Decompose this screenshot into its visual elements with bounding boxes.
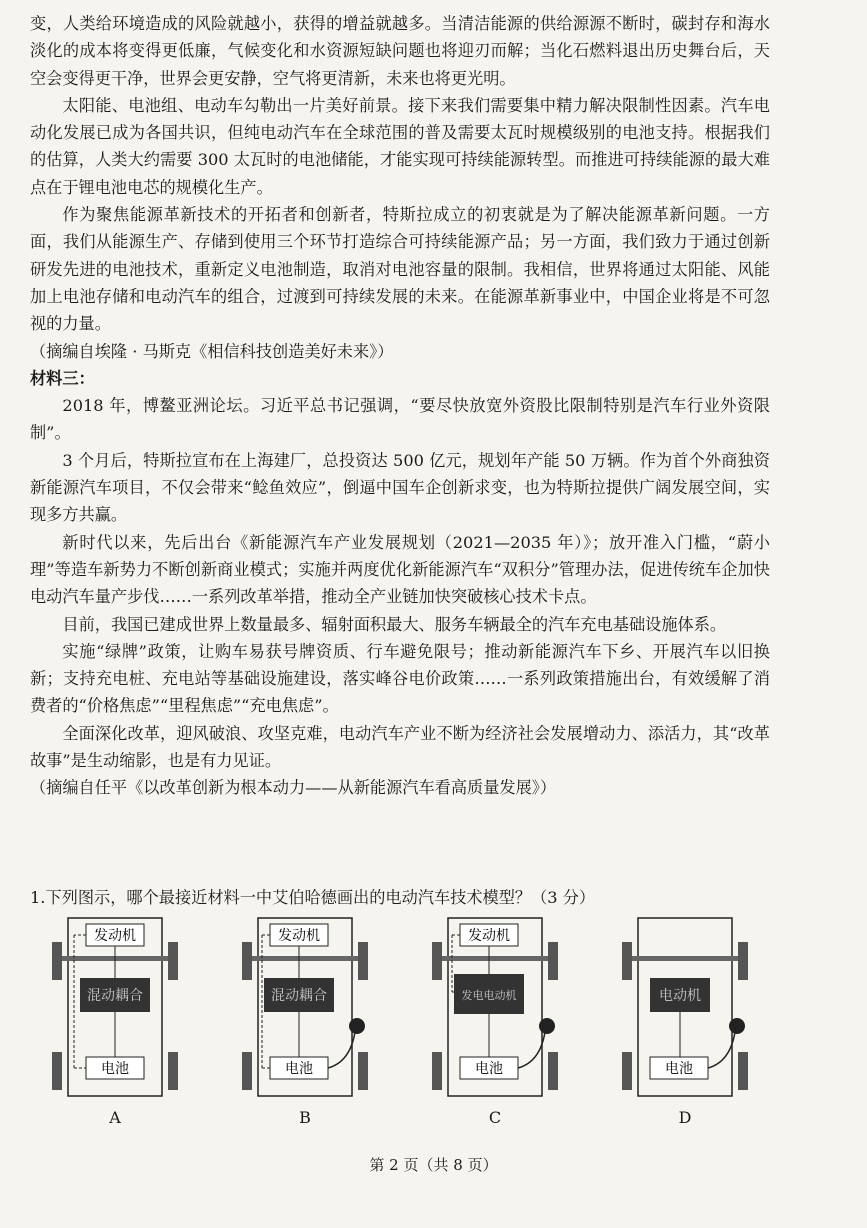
material-3-heading: 材料三： [30,368,95,388]
engine-label: 发动机 [278,928,320,944]
battery-label: 电池 [101,1061,129,1077]
figure-a[interactable] [50,912,180,1127]
material-2-text [30,10,770,802]
option-label: C [488,1108,502,1127]
plug-icon [349,1018,365,1034]
figure-c[interactable] [430,912,560,1127]
page-footer: 第 2 页（共 8 页） [369,1156,498,1174]
figure-b[interactable] [240,912,370,1127]
paragraph: 目前，我国已建成世界上数量最多、辐射面积最大、服务车辆最全的汽车充电基础设施体系。 [62,614,727,634]
option-label: B [299,1108,311,1127]
paragraph: 变，人类给环境造成的风险就越小，获得的增益就越多。当清洁能源的供给源源不断时，碳封存和海水淡化的成本将变得更低廉，气候变化和水资源短缺问题也将迎刃而解；当化石燃料退出历史舞台后，天空会变得更干净，世界会更安静，空气将更清新，未来也将更光明。 [30,14,770,88]
engine-label: 发动机 [94,928,136,944]
center-label: 电动机 [659,988,701,1004]
car-diagram-b [240,912,370,1102]
source-citation: （摘编自埃隆 · 马斯克《相信科技创造美好未来》） [30,341,394,361]
battery-label: 电池 [285,1061,313,1077]
paragraph: 2018 年，博鳌亚洲论坛。习近平总书记强调，“要尽快放宽外资股比限制特别是汽车行业外资限制”。 [30,396,770,443]
paragraph: 3 个月后，特斯拉宣布在上海建厂，总投资达 500 亿元，规划年产能 50 万辆。作为首个外商独资新能源汽车项目，不仅会带来“鲶鱼效应”，倒逼中国车企创新求变，也为特斯拉提供广阔发展空间，实现多方共赢。 [30,450,770,525]
paragraph: 作为聚焦能源革新技术的开拓者和创新者，特斯拉成立的初衷就是为了解决能源革新问题。一方面，我们从能源生产、存储到使用三个环节打造综合可持续能源产品；另一方面，我们致力于通过创新研发先进的电池技术，重新定义电池制造，取消对电池容量的限制。我相信，世界将通过太阳能、风能加上电池存储和电动汽车的组合，过渡到可持续发展的未来。在能源革新事业中，中国企业将是不可忽视的力量。 [30,205,770,334]
car-diagram-a [50,912,180,1102]
plug-icon [539,1018,555,1034]
option-label: D [678,1108,692,1127]
battery-label: 电池 [665,1061,693,1077]
option-label: A [109,1108,121,1127]
engine-label: 发动机 [468,928,510,944]
paragraph: 太阳能、电池组、电动车勾勒出一片美好前景。接下来我们需要集中精力解决限制性因素。汽车电动化发展已成为各国共识，但纯电动汽车在全球范围的普及需要太瓦时规模级别的电池支持。根据我们的估算，人类大约需要 300 太瓦时的电池储能，才能实现可持续能源转型。而推进可持续能源的最大难点在于锂电池电芯的规模化生产。 [30,95,770,197]
center-label: 混动耦合 [87,988,143,1004]
figure-d[interactable] [620,912,750,1127]
question-1: 1.下列图示，哪个最接近材料一中艾伯哈德画出的电动汽车技术模型？（3 分） [30,888,596,907]
source-citation: （摘编自任平《以改革创新为根本动力——从新能源汽车看高质量发展》） [30,778,557,798]
plug-icon [729,1018,745,1034]
car-diagram-d [620,912,750,1102]
paragraph: 全面深化改革，迎风破浪、攻坚克难，电动汽车产业不断为经济社会发展增动力、添活力，其“改革故事”是生动缩影，也是有力见证。 [30,723,770,771]
car-diagram-c [430,912,560,1102]
figure-options [40,912,780,1127]
center-label: 混动耦合 [271,988,327,1004]
paragraph: 新时代以来，先后出台《新能源汽车产业发展规划（2021—2035 年）》；放开准入门槛，“蔚小理”等造车新势力不断创新商业模式；实施并两度优化新能源汽车“双积分”管理办法，促进传统车企加快电动汽车量产步伐……一系列改革举措，推动全产业链加快突破核心技术卡点。 [30,532,770,607]
paragraph: 实施“绿牌”政策，让购车易获号牌资质、行车避免限号；推动新能源汽车下乡、开展汽车以旧换新；支持充电桩、充电站等基础设施建设，落实峰谷电价政策……一系列政策措施出台，有效缓解了消费者的“价格焦虑”“里程焦虑”“充电焦虑”。 [30,641,770,716]
center-label: 发电电动机 [461,989,517,1002]
battery-label: 电池 [475,1061,503,1077]
